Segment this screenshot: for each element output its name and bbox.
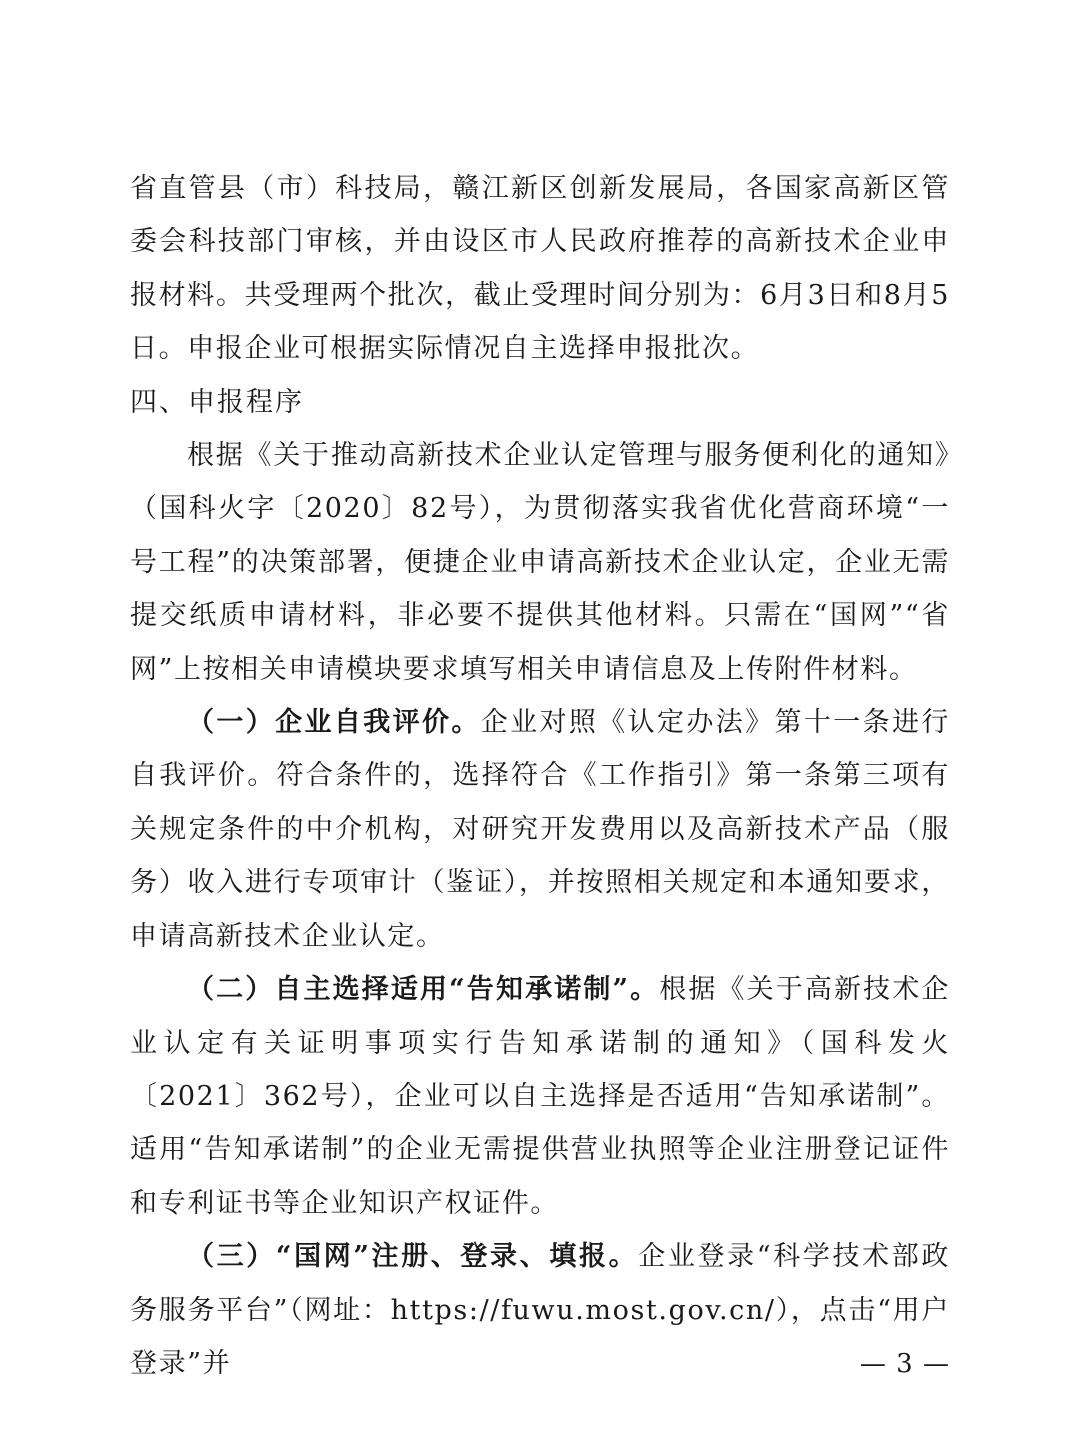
item-registration — [130, 1230, 950, 1390]
item-title: （三）“国网”注册、登录、填报。 — [187, 1241, 639, 1273]
page-number: — 3 — — [859, 1349, 950, 1379]
item-body: 企业登录“科学技术部政务服务平台”（网址：https://fuwu.most.gov.cn/），点击“用户登录”并 — [130, 1241, 950, 1379]
item-self-evaluation — [130, 696, 950, 963]
item-body: 根据《关于高新技术企业认定有关证明事项实行告知承诺制的通知》（国科发火〔2021〕362号），企业可以自主选择是否适用“告知承诺制”。适用“告知承诺制”的企业无需提供营业执照等企业注册登记证件和专利证书等企业知识产权证件。 — [130, 974, 951, 1219]
item-title: （二）自主选择适用“告知承诺制”。 — [187, 974, 660, 1006]
item-title: （一）企业自我评价。 — [187, 707, 481, 739]
body-text — [130, 162, 950, 1390]
item-body: 企业对照《认定办法》第十一条进行自我评价。符合条件的，选择符合《工作指引》第一条第三项有关规定条件的中介机构，对研究开发费用以及高新技术产品（服务）收入进行专项审计（鉴证），并按照相关规定和本通知要求，申请高新技术企业认定。 — [130, 707, 950, 952]
section-heading: 四、申报程序 — [130, 386, 304, 418]
item-commitment-system — [130, 963, 950, 1230]
paragraph-continued: 省直管县（市）科技局，赣江新区创新发展局，各国家高新区管委会科技部门审核，并由设区市人民政府推荐的高新技术企业申报材料。共受理两个批次，截止受理时间分别为：6月3日和8月5日。申报企业可根据实际情况自主选择申报批次。 — [130, 173, 950, 365]
paragraph-procedure-intro: 根据《关于推动高新技术企业认定管理与服务便利化的通知》（国科火字〔2020〕82号），为贯彻落实我省优化营商环境“一号工程”的决策部署，便捷企业申请高新技术企业认定，企业无需提交纸质申请材料，非必要不提供其他材料。只需在“国网”“省网”上按相关申请模块要求填写相关申请信息及上传附件材料。 — [130, 440, 950, 685]
